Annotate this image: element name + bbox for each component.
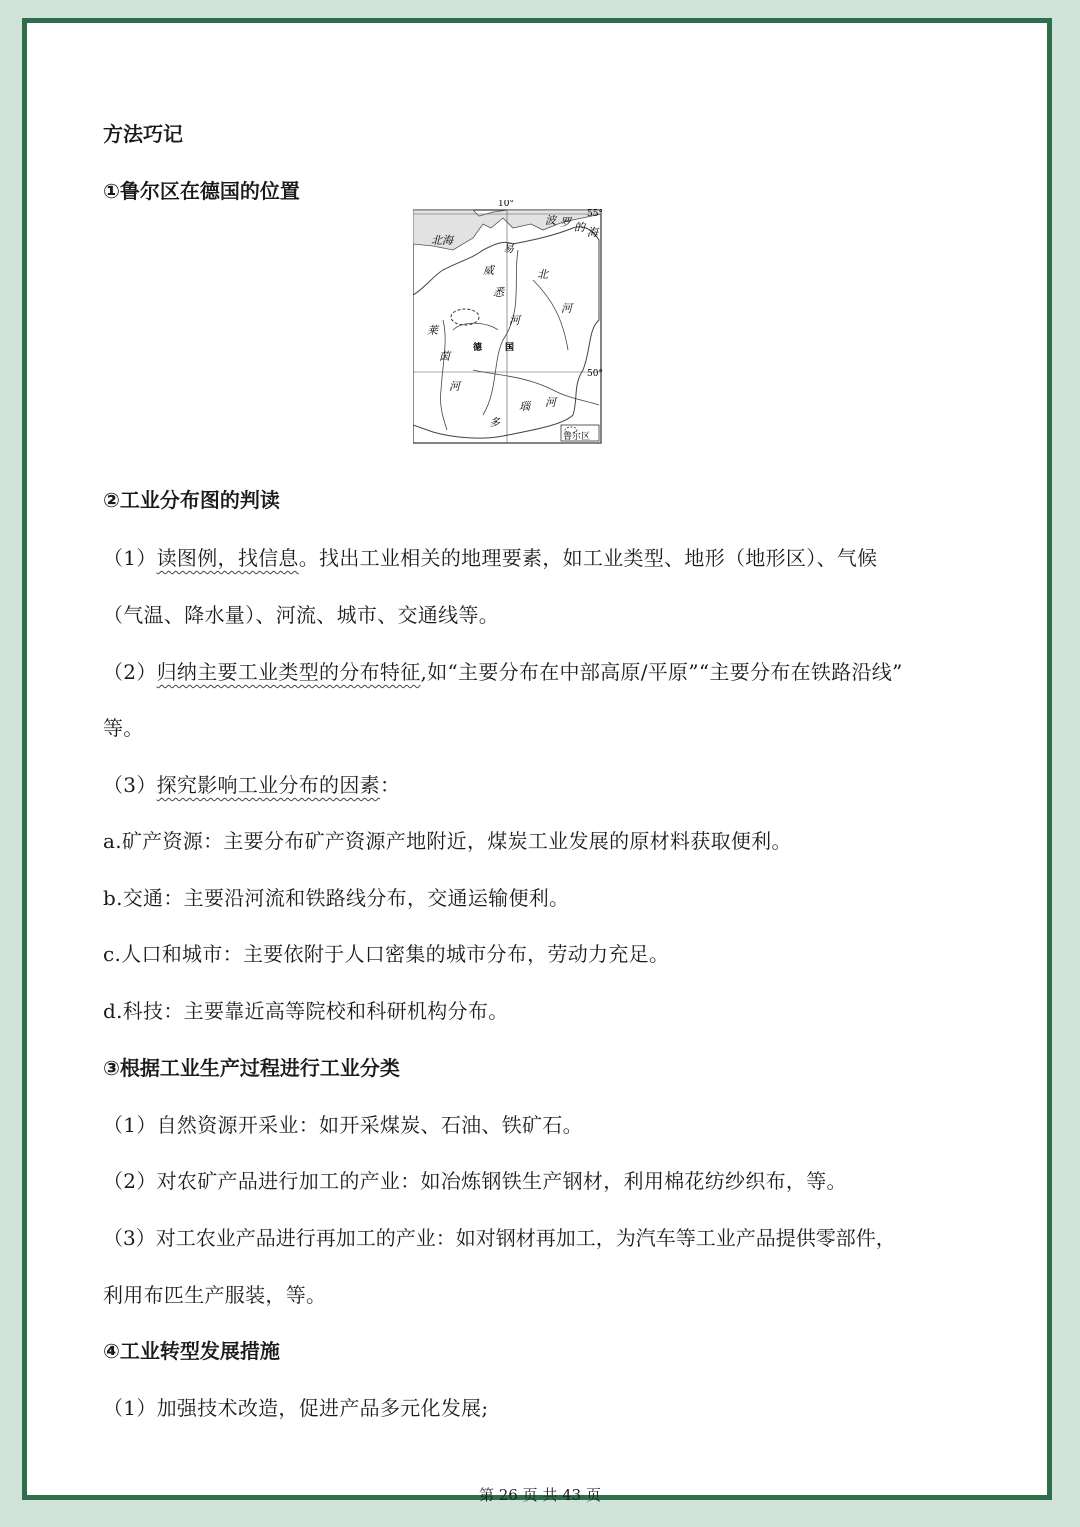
s2-paragraph-3: （3）探究影响工业分布的因素： xyxy=(103,773,401,797)
section-4-title: ④工业转型发展措施 xyxy=(103,1339,280,1363)
section-3-title: ③根据工业生产过程进行工业分类 xyxy=(103,1056,400,1080)
map-label-6: 威 xyxy=(483,264,494,277)
map-lat55: 55° xyxy=(587,209,603,219)
s3-item-3: （3）对工农业产品进行再加工的产业：如对钢材再加工，为汽车等工业产品提供零部件， xyxy=(103,1226,896,1250)
s2-item-d: d.科技：主要靠近高等院校和科研机构分布。 xyxy=(103,999,509,1023)
s2-item-a: a.矿产资源：主要分布矿产资源产地附近，煤炭工业发展的原材料获取便利。 xyxy=(103,829,792,853)
map-label-10: 河 xyxy=(509,314,520,327)
heading-main: 方法巧记 xyxy=(103,122,183,146)
map-label-15: 河 xyxy=(449,380,460,393)
s3-item-3-cont: 利用布匹生产服装，等。 xyxy=(103,1283,327,1307)
s2-paragraph-2-cont: 等。 xyxy=(103,716,144,740)
s2-paragraph-2: （2）归纳主要工业类型的分布特征,如“主要分布在中部高原/平原”“主要分布在铁路沿线” xyxy=(103,660,903,684)
s3-item-1: （1）自然资源开采业：如开采煤炭、石油、铁矿石。 xyxy=(103,1113,583,1137)
map-label-3: 的 xyxy=(574,221,585,234)
s2-paragraph-1-cont: （气温、降水量）、河流、城市、交通线等。 xyxy=(103,603,499,627)
map-label-0: 北海 xyxy=(431,234,453,247)
map-label-14: 国 xyxy=(505,343,515,353)
map-label-1: 波 xyxy=(545,214,556,227)
s2-item-b: b.交通：主要沿河流和铁路线分布，交通运输便利。 xyxy=(103,886,570,910)
map-label-2: 罗 xyxy=(560,216,571,229)
map-label-11: 莱 xyxy=(427,324,438,337)
s3-item-2: （2）对农矿产品进行加工的产业：如冶炼钢铁生产钢材，利用棉花纺纱织布，等。 xyxy=(103,1169,847,1193)
map-lon-label: 10° xyxy=(498,200,514,209)
map-label-4: 海 xyxy=(587,226,598,239)
map-lat50: 50° xyxy=(587,369,603,379)
map-label-13: 德 xyxy=(473,343,483,353)
germany-map xyxy=(413,200,603,445)
map-label-7: 北 xyxy=(537,268,548,281)
map-label-17: 瑙 xyxy=(519,400,530,413)
map-label-16: 多 xyxy=(489,416,500,429)
map-legend-label: 鲁尔区 xyxy=(563,432,591,442)
map-label-12: 茵 xyxy=(439,350,450,363)
map-label-18: 河 xyxy=(545,396,556,409)
section-2-title: ②工业分布图的判读 xyxy=(103,488,280,512)
s4-item-1: （1）加强技术改造，促进产品多元化发展; xyxy=(103,1396,489,1420)
map-label-8: 悉 xyxy=(493,286,504,299)
map-label-5: 易 xyxy=(503,242,514,255)
s2-paragraph-1: （1）读图例，找信息。找出工业相关的地理要素，如工业类型、地形（地形区）、气候 xyxy=(103,546,878,570)
map-label-9: 河 xyxy=(561,302,572,315)
s2-item-c: c.人口和城市：主要依附于人口密集的城市分布，劳动力充足。 xyxy=(103,942,670,966)
page-footer: 第 26 页 共 43 页 xyxy=(478,1486,601,1504)
section-1-title: ①鲁尔区在德国的位置 xyxy=(103,179,300,203)
